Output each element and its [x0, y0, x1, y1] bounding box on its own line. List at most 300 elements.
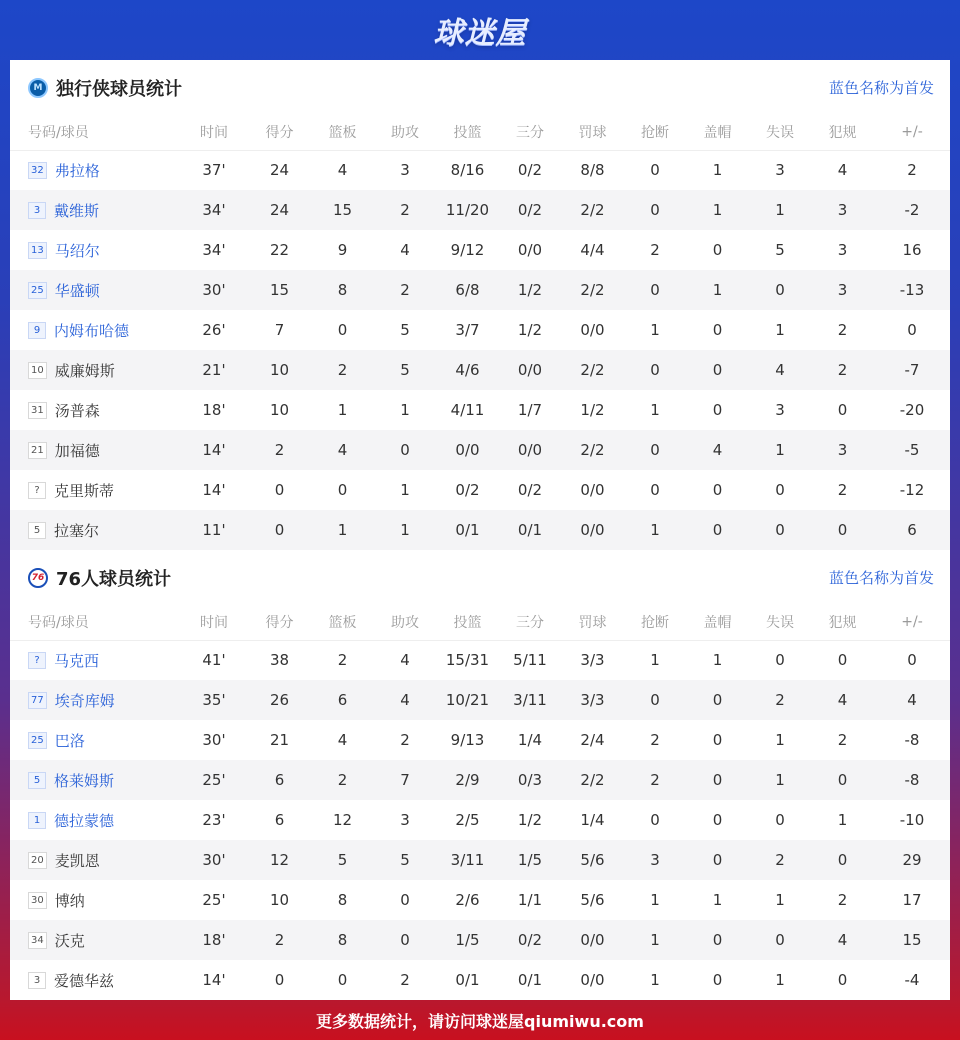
player-name-link[interactable]: 弗拉格: [54, 161, 100, 180]
table-row[interactable]: [10, 640, 950, 680]
stat-cell: 0: [837, 971, 848, 989]
stat-cell: 1: [775, 731, 785, 749]
stat-cell: 24: [248, 190, 311, 230]
stat-cell: 0: [749, 270, 811, 310]
player-name-link[interactable]: 威廉姆斯: [54, 361, 115, 380]
stat-cell: 16: [902, 241, 922, 259]
stat-cell: -12: [899, 481, 925, 499]
stat-cell: 2: [749, 840, 811, 880]
stat-cell: 0/1: [499, 510, 561, 550]
table-row[interactable]: [10, 150, 950, 190]
stat-cell: 0: [749, 920, 811, 960]
player-name-link[interactable]: 埃奇库姆: [54, 691, 115, 710]
stat-cell: 0: [686, 350, 749, 390]
stat-cell: 4: [837, 161, 848, 180]
stat-cell: 0: [624, 190, 686, 230]
player-name-link[interactable]: 麦凯恩: [54, 851, 100, 870]
player-name-link[interactable]: 戴维斯: [54, 201, 100, 220]
player-cell[interactable]: [10, 190, 180, 230]
stat-cell: 1: [712, 651, 723, 670]
table-header-row: [10, 115, 950, 150]
stat-cell: 5: [311, 840, 374, 880]
player-cell[interactable]: [10, 270, 180, 310]
stat-cell: 0: [712, 321, 723, 339]
stat-cell: 0: [907, 651, 917, 670]
stat-cell: -7: [874, 350, 950, 390]
stat-cell: 2/2: [561, 760, 624, 800]
table-row[interactable]: [10, 960, 950, 1000]
stat-cell: 15: [874, 920, 950, 960]
stat-cell: 0: [775, 481, 785, 499]
stat-cell: 5/6: [561, 840, 624, 880]
stat-cell: 0: [624, 270, 686, 310]
column-header: 犯规: [811, 605, 874, 640]
table-row[interactable]: [10, 920, 950, 960]
76ers-logo-icon: 76: [28, 568, 48, 588]
stat-cell: 5: [400, 321, 410, 339]
jersey-number-badge: 31: [28, 402, 47, 419]
stat-cell: 0/1: [455, 971, 480, 989]
jersey-number-badge: 5: [28, 522, 46, 539]
stat-cell: 2/2: [561, 350, 624, 390]
stat-cell: 1: [650, 651, 660, 670]
stat-cell: 14': [202, 971, 226, 989]
player-name-link[interactable]: 华盛顿: [54, 281, 100, 300]
section-header: [10, 60, 950, 115]
player-cell[interactable]: [10, 150, 180, 190]
stat-cell: 3/11: [499, 680, 561, 720]
table-row[interactable]: [10, 470, 950, 510]
table-row[interactable]: [10, 880, 950, 920]
column-header: 投篮: [436, 115, 499, 150]
stat-cell: 38: [269, 651, 290, 670]
stat-cell: 1: [337, 401, 348, 419]
stat-cell: 15: [248, 270, 311, 310]
stat-cell: 0: [775, 651, 785, 670]
stat-cell: 2/2: [561, 190, 624, 230]
stat-cell: 25': [202, 891, 226, 909]
player-name-link[interactable]: 爱德华兹: [54, 971, 115, 990]
player-name-link[interactable]: 马绍尔: [54, 241, 100, 260]
stat-cell: 1/2: [499, 270, 561, 310]
stat-cell: 0: [400, 891, 410, 909]
table-row[interactable]: [10, 350, 950, 390]
player-name-link[interactable]: 德拉蒙德: [54, 811, 115, 830]
brand-logo[interactable]: 球迷屋: [433, 16, 527, 51]
stat-cell: 1: [686, 270, 749, 310]
stat-cell: 1/5: [499, 840, 561, 880]
stat-cell: 3/3: [580, 651, 605, 670]
stat-cell: 0: [837, 401, 848, 419]
stat-cell: 0: [775, 811, 785, 829]
stat-cell: 2: [311, 350, 374, 390]
stat-cell: 23': [202, 811, 226, 829]
stat-cell: 9/12: [450, 241, 485, 259]
column-header: 投篮: [436, 605, 499, 640]
column-header: 罚球: [561, 115, 624, 150]
stat-cell: 17: [902, 891, 922, 909]
column-header: +/-: [874, 605, 950, 640]
stat-cell: 1: [400, 401, 410, 419]
stat-cell: 6: [248, 760, 311, 800]
player-cell[interactable]: [10, 880, 180, 920]
stat-cell: 2/9: [436, 760, 499, 800]
column-header: +/-: [874, 115, 950, 150]
stat-cell: 4: [811, 920, 874, 960]
starter-note: 蓝色名称为首发: [828, 79, 934, 97]
stat-cell: 1: [749, 430, 811, 470]
player-name-link[interactable]: 克里斯蒂: [54, 481, 115, 500]
table-row[interactable]: [10, 680, 950, 720]
jersey-number-badge: 77: [28, 692, 47, 709]
table-row[interactable]: [10, 840, 950, 880]
stat-cell: 41': [202, 651, 226, 670]
stat-cell: 0: [274, 481, 285, 499]
stat-cell: 0/0: [580, 481, 605, 499]
stat-cell: 1/5: [436, 920, 499, 960]
column-header: 失误: [749, 115, 811, 150]
column-header: 助攻: [374, 115, 436, 150]
stat-cell: 26': [202, 321, 226, 339]
stat-cell: 1: [837, 811, 848, 829]
stat-cell: 4: [749, 350, 811, 390]
stat-cell: 0: [749, 510, 811, 550]
stat-cell: 4: [811, 680, 874, 720]
stat-cell: 0: [624, 680, 686, 720]
jersey-number-badge: 25: [28, 282, 47, 299]
player-cell[interactable]: [10, 840, 180, 880]
stat-cell: 10: [269, 891, 290, 909]
stat-cell: 30': [202, 731, 226, 749]
table-row[interactable]: [10, 270, 950, 310]
column-header: 失误: [749, 605, 811, 640]
stat-cell: 8: [311, 920, 374, 960]
stat-cell: 4: [400, 651, 410, 670]
table-header-row: [10, 605, 950, 640]
section-title: [28, 75, 182, 101]
stat-cell: 0: [686, 920, 749, 960]
player-cell[interactable]: [10, 470, 180, 510]
stat-cell: 1: [650, 891, 660, 909]
team-section-76ers: [10, 550, 950, 1000]
stat-cell: 2: [650, 241, 660, 259]
mavericks-logo-icon: M: [28, 78, 48, 98]
team-section-mavericks: [10, 60, 950, 550]
table-row[interactable]: [10, 230, 950, 270]
stat-cell: 0: [374, 430, 436, 470]
stat-cell: 2: [907, 161, 917, 180]
stat-cell: 2: [749, 680, 811, 720]
stat-cell: 2/4: [580, 731, 605, 749]
column-header: 犯规: [811, 115, 874, 150]
stat-cell: 1/2: [517, 321, 543, 339]
stat-cell: 24: [269, 161, 290, 180]
jersey-number-badge: 3: [28, 202, 46, 219]
jersey-number-badge: ?: [28, 482, 46, 499]
stat-cell: 3: [811, 430, 874, 470]
table-row[interactable]: [10, 390, 950, 430]
stat-cell: 2: [837, 731, 848, 749]
stat-cell: 0: [712, 481, 723, 499]
stat-cell: 1: [749, 190, 811, 230]
stat-cell: 1: [624, 920, 686, 960]
stat-cell: 2/2: [561, 270, 624, 310]
table-row[interactable]: [10, 430, 950, 470]
stat-cell: 0/0: [561, 920, 624, 960]
stat-cell: 0/0: [517, 241, 543, 259]
player-name-link[interactable]: 马克西: [54, 651, 100, 670]
stat-cell: 29: [874, 840, 950, 880]
stat-cell: 3/3: [561, 680, 624, 720]
stat-cell: 10: [269, 401, 290, 419]
stat-cell: 5: [374, 840, 436, 880]
stat-cell: 0: [712, 731, 723, 749]
stat-cell: 3: [624, 840, 686, 880]
stat-cell: 0: [712, 811, 723, 829]
player-cell[interactable]: [10, 920, 180, 960]
stat-cell: 4: [337, 731, 348, 749]
jersey-number-badge: 1: [28, 812, 46, 829]
column-header: 三分: [499, 605, 561, 640]
stat-cell: 3: [775, 401, 785, 419]
stat-cell: 0/0: [580, 971, 605, 989]
player-cell[interactable]: [10, 230, 180, 270]
table-row[interactable]: [10, 510, 950, 550]
player-name-link[interactable]: 格莱姆斯: [54, 771, 115, 790]
stat-cell: 1: [775, 321, 785, 339]
stat-cell: 0/0: [561, 510, 624, 550]
stat-cell: 0: [712, 401, 723, 419]
stat-cell: 0/3: [499, 760, 561, 800]
stat-cell: 0/0: [499, 350, 561, 390]
column-header: 盖帽: [686, 115, 749, 150]
stat-cell: 0/0: [580, 321, 605, 339]
stat-cell: 1: [686, 190, 749, 230]
stat-cell: 1/4: [517, 731, 543, 749]
stat-cell: 3: [811, 190, 874, 230]
stat-cell: 1/2: [517, 811, 543, 829]
jersey-number-badge: 34: [28, 932, 47, 949]
stat-cell: 2: [624, 760, 686, 800]
jersey-number-badge: 30: [28, 892, 47, 909]
player-name-link[interactable]: 内姆布哈德: [54, 321, 130, 340]
stat-cell: 3: [400, 161, 410, 180]
stat-cell: 0: [337, 321, 348, 339]
stat-cell: 0: [650, 161, 660, 180]
player-cell[interactable]: [10, 760, 180, 800]
stat-cell: -20: [899, 401, 925, 419]
stat-cell: -13: [874, 270, 950, 310]
stat-cell: -8: [874, 760, 950, 800]
jersey-number-badge: 10: [28, 362, 47, 379]
stat-cell: 0: [650, 481, 660, 499]
stat-cell: 0: [624, 430, 686, 470]
table-row[interactable]: [10, 190, 950, 230]
column-header: 助攻: [374, 605, 436, 640]
stat-cell: 0/2: [455, 481, 480, 499]
stat-cell: 0/2: [499, 920, 561, 960]
stat-cell: 1: [749, 760, 811, 800]
top-bar: [0, 0, 960, 60]
player-cell[interactable]: [10, 960, 180, 1000]
stat-cell: 4: [400, 241, 410, 259]
stat-cell: 0/2: [517, 161, 543, 180]
stat-cell: 3: [775, 161, 785, 180]
column-header: 得分: [248, 115, 311, 150]
stat-cell: 0: [650, 811, 660, 829]
stat-cell: 2: [248, 920, 311, 960]
stat-cell: 26: [248, 680, 311, 720]
column-header: 号码/球员: [10, 115, 180, 150]
stat-cell: 2: [374, 190, 436, 230]
player-cell[interactable]: [10, 350, 180, 390]
stat-cell: 6/8: [436, 270, 499, 310]
stat-cell: 8: [337, 891, 348, 909]
stat-cell: 8/8: [580, 161, 605, 180]
stat-cell: 2: [650, 731, 660, 749]
stat-cell: 6: [274, 811, 285, 829]
stat-cell: 15: [311, 190, 374, 230]
player-name-link[interactable]: 沃克: [54, 931, 85, 950]
stat-cell: 21: [269, 731, 290, 749]
player-cell[interactable]: [10, 390, 180, 430]
stat-cell: 0: [686, 760, 749, 800]
stat-cell: 2: [311, 760, 374, 800]
stat-cell: 1/1: [517, 891, 543, 909]
stat-cell: 5/6: [580, 891, 605, 909]
jersey-number-badge: 3: [28, 972, 46, 989]
player-name-link[interactable]: 汤普森: [54, 401, 100, 420]
column-header: 三分: [499, 115, 561, 150]
stat-cell: 0/0: [499, 430, 561, 470]
stat-cell: 0/0: [436, 430, 499, 470]
player-cell[interactable]: [10, 510, 180, 550]
player-cell[interactable]: [10, 680, 180, 720]
stat-cell: 4: [311, 430, 374, 470]
stat-cell: 4: [874, 680, 950, 720]
stat-cell: 0: [274, 971, 285, 989]
stat-cell: 2: [400, 971, 410, 989]
player-cell[interactable]: [10, 720, 180, 760]
stat-cell: 9/13: [450, 731, 485, 749]
stat-cell: 0: [712, 971, 723, 989]
stat-cell: 11/20: [436, 190, 499, 230]
footer-banner[interactable]: 更多数据统计，请访问球迷屋qiumiwu.com: [316, 1011, 644, 1031]
stat-cell: 1: [400, 481, 410, 499]
player-name-link[interactable]: 巴洛: [54, 731, 85, 750]
column-header: 时间: [180, 115, 248, 150]
jersey-number-badge: 5: [28, 772, 46, 789]
stat-cell: 30': [180, 840, 248, 880]
stat-cell: 3: [400, 811, 410, 829]
column-header: 得分: [248, 605, 311, 640]
table-row[interactable]: [10, 310, 950, 350]
stat-cell: 0/2: [499, 190, 561, 230]
column-header: 抢断: [624, 605, 686, 640]
stat-cell: 0: [248, 510, 311, 550]
stat-cell: 2: [337, 651, 348, 670]
player-cell[interactable]: [10, 310, 180, 350]
stat-cell: 2/6: [455, 891, 480, 909]
stat-cell: 8/16: [450, 161, 485, 180]
stat-cell: 1/2: [580, 401, 605, 419]
column-header: 篮板: [311, 605, 374, 640]
stat-cell: 0: [712, 241, 723, 259]
jersey-number-badge: ?: [28, 652, 46, 669]
stat-cell: 3/7: [455, 321, 480, 339]
stat-cell: 0: [374, 920, 436, 960]
player-name-link[interactable]: 博纳: [54, 891, 85, 910]
stat-cell: 35': [180, 680, 248, 720]
stats-table: [10, 605, 950, 1000]
stat-cell: 0: [624, 350, 686, 390]
stat-cell: 2: [811, 350, 874, 390]
jersey-number-badge: 21: [28, 442, 47, 459]
jersey-number-badge: 9: [28, 322, 46, 339]
stat-cell: 15/31: [445, 651, 490, 670]
stat-cell: 8: [311, 270, 374, 310]
column-header: 篮板: [311, 115, 374, 150]
stat-cell: 10: [248, 350, 311, 390]
player-name-link[interactable]: 拉塞尔: [54, 521, 100, 540]
stat-cell: 11': [180, 510, 248, 550]
stat-cell: 1: [374, 510, 436, 550]
stat-cell: 14': [180, 430, 248, 470]
stat-cell: 2: [837, 891, 848, 909]
table-row[interactable]: [10, 800, 950, 840]
table-row[interactable]: [10, 720, 950, 760]
stat-cell: 18': [180, 920, 248, 960]
stat-cell: 21': [180, 350, 248, 390]
column-header: 罚球: [561, 605, 624, 640]
stat-cell: 12: [332, 811, 353, 829]
column-header: 抢断: [624, 115, 686, 150]
section-title-text: 独行侠球员统计: [56, 78, 182, 100]
player-cell[interactable]: [10, 800, 180, 840]
jersey-number-badge: 13: [28, 242, 47, 259]
table-row[interactable]: [10, 760, 950, 800]
stat-cell: 22: [269, 241, 290, 259]
stat-cell: 3/11: [436, 840, 499, 880]
stat-cell: 34': [180, 190, 248, 230]
stat-cell: 1/7: [517, 401, 543, 419]
stat-cell: 30': [180, 270, 248, 310]
stat-cell: 12: [248, 840, 311, 880]
player-cell[interactable]: [10, 430, 180, 470]
stat-cell: 2: [248, 430, 311, 470]
stat-cell: 0: [811, 760, 874, 800]
starter-note: 蓝色名称为首发: [828, 569, 934, 587]
stat-cell: 7: [374, 760, 436, 800]
stat-cell: 0/1: [517, 971, 543, 989]
stat-cell: 9: [337, 241, 348, 259]
player-cell[interactable]: [10, 640, 180, 680]
stat-cell: 4/6: [436, 350, 499, 390]
section-title-text: 76人球员统计: [56, 568, 172, 590]
stat-cell: 1: [775, 971, 785, 989]
stat-cell: 2: [837, 481, 848, 499]
stat-cell: 0: [686, 510, 749, 550]
stat-cell: 0: [811, 510, 874, 550]
stat-cell: 4/11: [450, 401, 485, 419]
stat-cell: 6: [874, 510, 950, 550]
stat-cell: -10: [899, 811, 925, 829]
stat-cell: 18': [202, 401, 226, 419]
stat-cell: 2/5: [455, 811, 480, 829]
jersey-number-badge: 32: [28, 162, 47, 179]
player-name-link[interactable]: 加福德: [54, 441, 100, 460]
stat-cell: 1/4: [580, 811, 605, 829]
